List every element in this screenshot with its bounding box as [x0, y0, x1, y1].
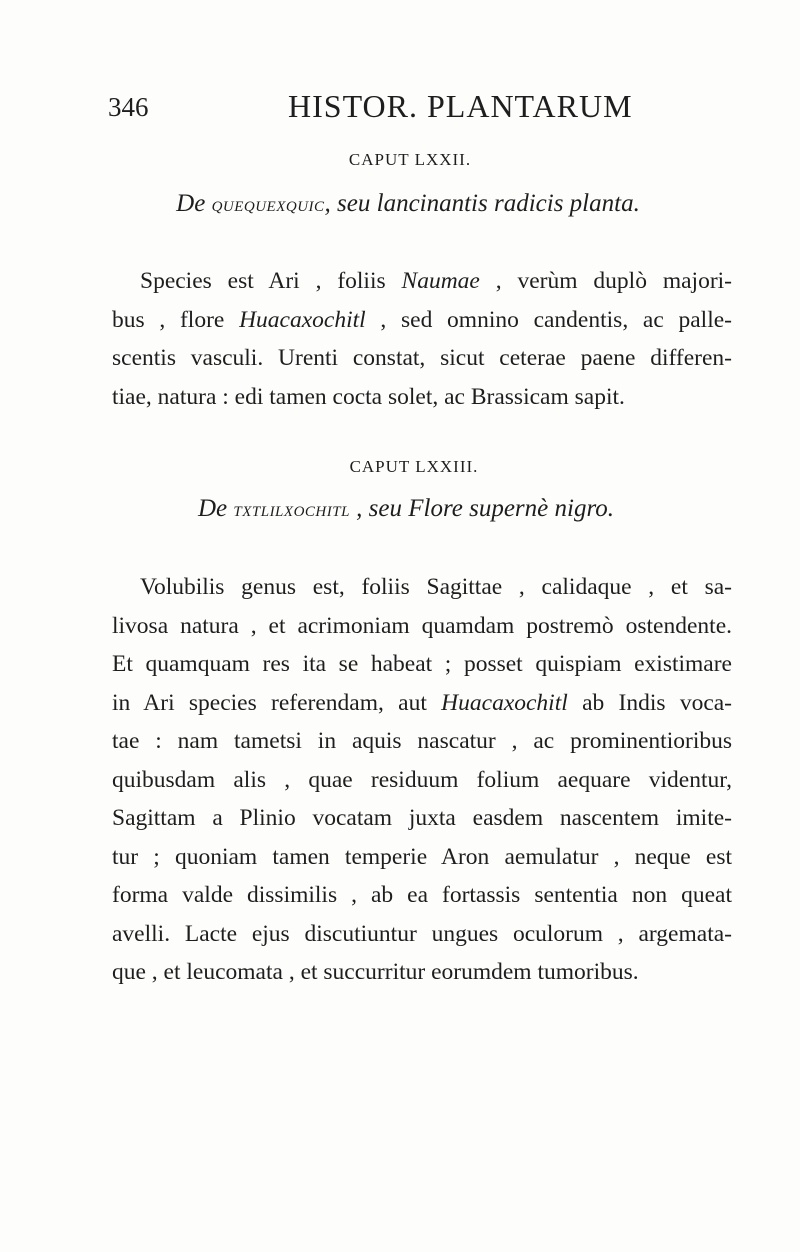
chapter-title-plant-name: txtlilxochitl — [233, 496, 350, 521]
text-line — [112, 876, 732, 915]
chapter-title-prefix: De — [197, 495, 228, 522]
text-line — [112, 607, 732, 646]
text-line — [112, 684, 732, 723]
chapter-title-suffix: , seu lancinantis radicis planta. — [324, 190, 640, 217]
chapter-paragraph — [112, 568, 732, 992]
text-segment: tae : nam tametsi in aquis nascatur , ac prominentioribus — [112, 728, 732, 754]
italic-term: Huacaxochitl — [239, 306, 366, 333]
text-line — [112, 838, 732, 877]
text-segment: tiae, natura : edi tamen cocta solet, ac Brassicam sapit. — [112, 383, 625, 410]
text-line — [112, 645, 732, 684]
chapter-title — [6, 495, 800, 523]
page-number: 346 — [108, 92, 149, 122]
text-line — [112, 301, 732, 340]
text-segment: ab Indis voca- — [567, 689, 733, 716]
text-segment: , verùm duplò majori- — [479, 268, 733, 294]
text-segment: , sed omnino candentis, ac palle- — [365, 306, 732, 333]
chapter-title-suffix: , seu Flore supernè nigro. — [349, 495, 615, 522]
text-segment: Species est Ari , foliis — [140, 268, 402, 294]
text-line — [112, 761, 732, 800]
text-segment: Volubilis genus est, foliis Sagittae , calidaque , et sa- — [140, 574, 732, 600]
text-segment: livosa natura , et acrimoniam quamdam postremò ostendente. — [112, 612, 732, 639]
text-segment: scentis vasculi. Urenti constat, sicut ceterae paene differen- — [112, 345, 732, 371]
text-line — [112, 339, 732, 378]
text-line — [112, 953, 732, 992]
text-line — [112, 568, 732, 607]
text-segment: Et quamquam res ita se habeat ; posset quispiam existimare — [112, 651, 732, 677]
chapter-number: CAPUT LXXII. — [348, 150, 472, 169]
text-segment: tur ; quoniam tamen temperie Aron aemulatur , neque est — [112, 843, 732, 870]
running-title: HISTOR. PLANTARUM — [288, 88, 633, 124]
text-segment: quibusdam alis , quae residuum folium aequare videntur, — [112, 766, 732, 793]
italic-term: Naumae — [401, 268, 480, 294]
text-line — [112, 915, 732, 954]
text-segment: Sagittam a Plinio vocatam juxta easdem nascentem imite- — [112, 805, 732, 831]
running-head — [108, 88, 728, 128]
chapter-title — [8, 190, 800, 218]
text-segment: forma valde dissimilis , ab ea fortassis sententia non queat — [112, 882, 732, 908]
text-segment: in Ari species referendam, aut — [112, 689, 442, 716]
text-segment: avelli. Lacte ejus discutiuntur ungues oculorum , argemata- — [112, 920, 732, 947]
text-segment: bus , flore — [112, 306, 240, 333]
chapter-title-prefix: De — [176, 190, 206, 217]
italic-term: Huacaxochitl — [441, 689, 568, 716]
text-segment: que , et leucomata , et succurritur eorumdem tumoribus. — [112, 959, 639, 985]
chapter-title-plant-name: quequexquic — [211, 191, 325, 216]
text-line — [112, 722, 732, 761]
text-line — [112, 799, 732, 838]
chapter-paragraph — [112, 262, 732, 416]
chapter-number: CAPUT LXXIII. — [349, 457, 479, 476]
text-line — [112, 262, 732, 301]
text-line — [112, 378, 732, 417]
